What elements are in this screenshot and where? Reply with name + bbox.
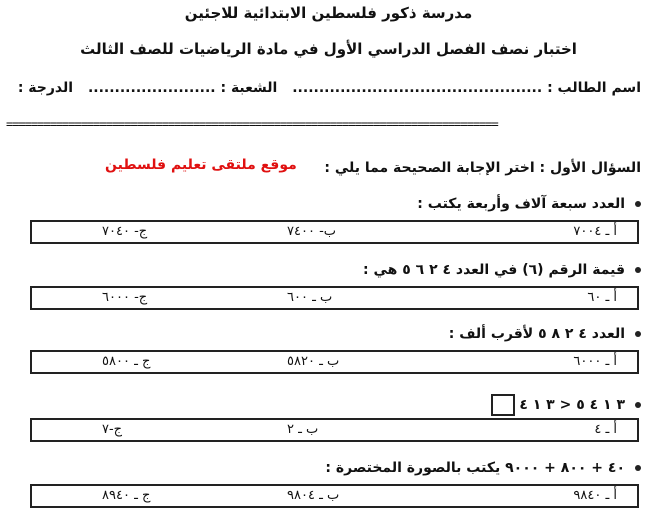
answer-box-5 <box>30 484 639 508</box>
separator-line: =============================================================================== <box>6 117 498 131</box>
question-2-text: قيمة الرقم (٦) في العدد ٤ ٢ ٦ ٥ هي : <box>363 262 641 278</box>
option-b[interactable]: ب ـ ٢ <box>287 422 319 437</box>
site-watermark: موقع ملتقى تعليم فلسطين <box>105 157 297 173</box>
student-name-label[interactable]: اسم الطالب : ............................................... <box>292 80 641 96</box>
option-b[interactable]: ب ـ ٦٠٠ <box>287 290 333 305</box>
bullet-icon <box>635 402 641 408</box>
section-label[interactable]: الشعبة : ........................ <box>87 80 278 96</box>
question-5-text: ٤٠ + ٨٠٠ + ٩٠٠٠ يكتب بالصورة المختصرة : <box>325 460 641 476</box>
bullet-icon <box>635 331 641 337</box>
option-a[interactable]: أ ـ ٦٠ <box>587 290 617 305</box>
option-c[interactable]: ج-٧ <box>102 422 123 437</box>
answer-square-input[interactable] <box>491 394 515 416</box>
answer-box-4 <box>30 418 639 442</box>
grade-label[interactable]: الدرجة : <box>17 80 74 96</box>
option-a[interactable]: أ ـ ٧٠٠٤ <box>573 224 617 239</box>
option-c[interactable]: ج ـ ٨٩٤٠ <box>102 488 151 503</box>
bullet-icon <box>635 267 641 273</box>
question-4-text: ٣ ١ ٤ ٥ < ٣ ١ ٤ <box>491 394 641 416</box>
exam-title: اختبار نصف الفصل الدراسي الأول في مادة الرياضيات للصف الثالث <box>80 40 577 58</box>
option-c[interactable]: ج- ٧٠٤٠ <box>102 224 148 239</box>
answer-box-1 <box>30 220 639 244</box>
question-3-text: العدد ٤ ٢ ٨ ٥ لأقرب ألف : <box>449 326 641 342</box>
question-heading: السؤال الأول : اختر الإجابة الصحيحة مما يلي : <box>324 160 641 176</box>
option-c[interactable]: ج ـ ٥٨٠٠ <box>102 354 151 369</box>
school-title: مدرسة ذكور فلسطين الابتدائية للاجئين <box>184 4 473 22</box>
option-b[interactable]: ب ـ ٥٨٢٠ <box>287 354 340 369</box>
question-1-text: العدد سبعة آلاف وأربعة يكتب : <box>417 196 641 212</box>
option-b[interactable]: ب ـ ٩٨٠٤ <box>287 488 340 503</box>
answer-box-3 <box>30 350 639 374</box>
bullet-icon <box>635 465 641 471</box>
bullet-icon <box>635 201 641 207</box>
option-a[interactable]: أ ـ ٤ <box>594 422 617 437</box>
option-a[interactable]: أ ـ ٦٠٠٠ <box>573 354 617 369</box>
student-info-line <box>8 80 641 96</box>
option-a[interactable]: أ ـ ٩٨٤٠ <box>573 488 617 503</box>
option-b[interactable]: ب- ٧٤٠٠ <box>287 224 336 239</box>
answer-box-2 <box>30 286 639 310</box>
option-c[interactable]: ج- ٦٠٠٠ <box>102 290 148 305</box>
